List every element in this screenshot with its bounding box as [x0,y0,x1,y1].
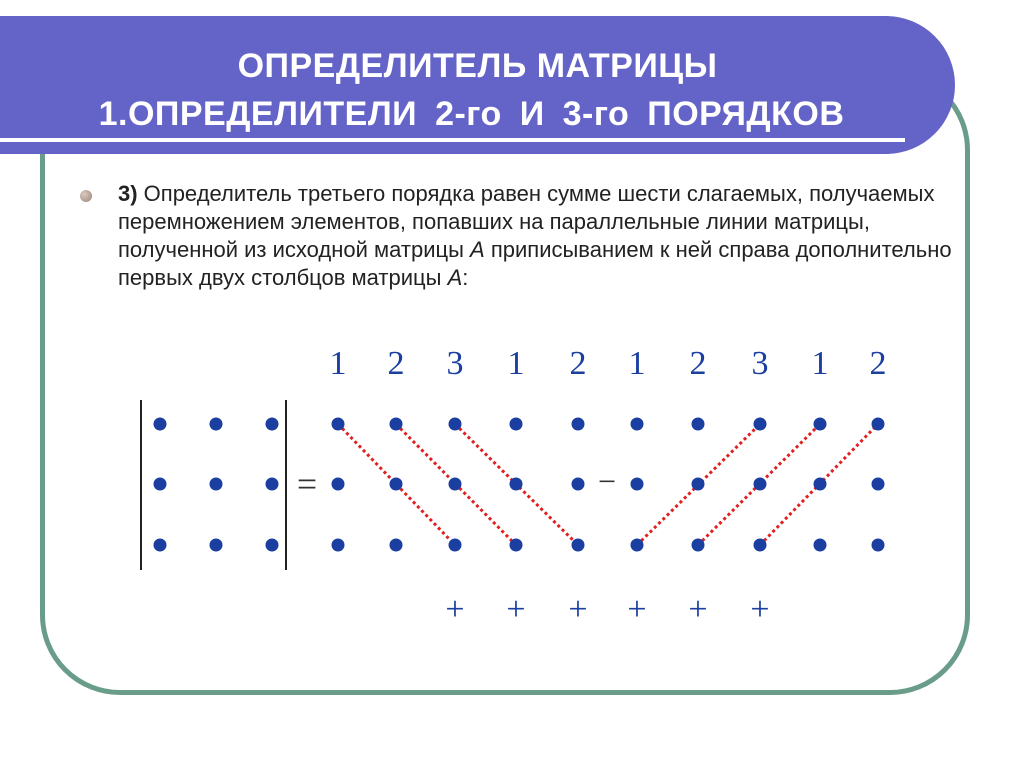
extended-dot-r1c9 [814,418,827,431]
minus-sign: − [597,463,617,499]
extended-dot-r1c2 [390,418,403,431]
extended-dot-r2c2 [390,478,403,491]
column-label-5: 2 [569,345,587,382]
slide-title-line1: ОПРЕДЕЛИТЕЛЬ МАТРИЦЫ [237,47,718,85]
plus-sign-3: + [568,591,588,628]
column-label-7: 2 [689,345,707,382]
paragraph-number: 3) [118,181,138,206]
column-label-8: 3 [751,345,769,382]
column-label-9: 1 [811,345,829,382]
matrix-dot-r1c1 [154,418,167,431]
extended-dot-r3c1 [332,539,345,552]
extended-dot-r2c9 [814,478,827,491]
matrix-symbol: A [470,237,485,262]
extended-dot-r2c8 [754,478,767,491]
extended-dot-r3c5 [572,539,585,552]
extended-dot-r1c8 [754,418,767,431]
plus-sign-4: + [627,591,647,628]
extended-dot-r1c10 [872,418,885,431]
matrix-dot-r3c2 [210,539,223,552]
extended-dot-r3c3 [449,539,462,552]
extended-dot-r1c5 [572,418,585,431]
plus-sign-2: + [506,591,526,628]
column-label-6: 1 [628,345,646,382]
matrix-dot-r2c3 [266,478,279,491]
matrix-dot-r1c2 [210,418,223,431]
column-label-10: 2 [869,345,887,382]
extended-dot-r3c9 [814,539,827,552]
extended-dot-r3c6 [631,539,644,552]
extended-dot-r2c7 [692,478,705,491]
extended-dot-r3c7 [692,539,705,552]
extended-dot-r2c10 [872,478,885,491]
extended-dot-r1c1 [332,418,345,431]
plus-sign-6: + [750,591,770,628]
matrix-dot-r1c3 [266,418,279,431]
extended-dot-r2c4 [510,478,523,491]
extended-dot-r3c2 [390,539,403,552]
matrix-dot-r3c3 [266,539,279,552]
paragraph-text-1: Определитель третьего порядка равен сумме шести слагаемых, получаемых перемножением элементов, попавших на параллельные линии матрицы, полученной из исходной матрицы [118,181,935,262]
column-label-1: 1 [329,345,347,382]
paragraph-text-2: приписыванием к ней справа дополнительно первых двух столбцов матрицы [118,237,952,290]
matrix-symbol-2: A [447,265,463,290]
extended-dot-r1c7 [692,418,705,431]
slide-title-line2: 1.ОПРЕДЕЛИТЕЛИ 2-го И 3-го ПОРЯДКОВ [98,95,845,133]
matrix-dot-r2c2 [210,478,223,491]
plus-sign-5: + [688,591,708,628]
matrix-dot-r2c1 [154,478,167,491]
equals-sign: = [296,464,318,504]
extended-dot-r3c8 [754,539,767,552]
extended-dot-r3c10 [872,539,885,552]
extended-dot-r1c4 [510,418,523,431]
column-label-4: 1 [507,345,525,382]
extended-dot-r3c4 [510,539,523,552]
extended-dot-r2c1 [332,478,345,491]
matrix-dot-r3c1 [154,539,167,552]
plus-sign-1: + [445,591,465,628]
extended-dot-r2c5 [572,478,585,491]
column-label-3: 3 [446,345,464,382]
column-label-2: 2 [387,345,405,382]
extended-dot-r2c6 [631,478,644,491]
extended-dot-r1c3 [449,418,462,431]
extended-dot-r1c6 [631,418,644,431]
extended-dot-r2c3 [449,478,462,491]
paragraph-end: : [462,265,469,290]
